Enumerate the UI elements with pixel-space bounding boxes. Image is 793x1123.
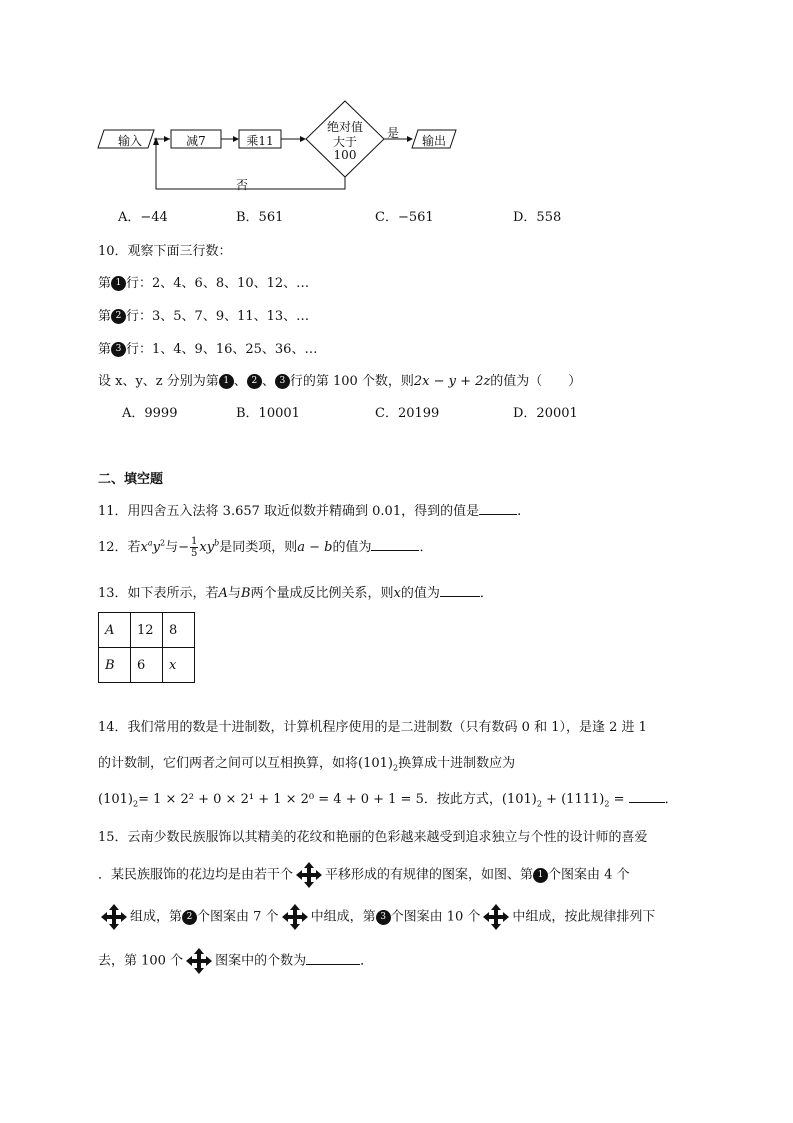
- section-title: 二、填空题: [98, 472, 164, 487]
- flow-decision-line3: 100: [333, 148, 357, 162]
- table-cell: A: [99, 613, 131, 648]
- flow-decision-line2: 大于: [332, 135, 357, 149]
- circled-number-1: 1: [111, 276, 126, 291]
- cross-arrow-icon: [293, 862, 325, 888]
- table-cell: 8: [163, 613, 195, 648]
- q10-row3: 第 3 行：1、4、9、16、25、36、…: [98, 342, 318, 357]
- flow-step1-label: 减7: [186, 134, 206, 148]
- q15-line1: 15．云南少数民族服饰以其精美的花纹和艳丽的色彩越来越受到追求独立与个性的设计师的喜爱: [98, 830, 648, 845]
- q14-line3: $(101)_2= 1 \times 2^2 + 0 \times 2^1 + 1 \times 2^0 = 4 + 0 + 1 = 5$．按此方式，$(101)_2 + (1111)_2$ = ．: [98, 792, 678, 809]
- q15-line2: ．某民族服饰的花边均是由若干个 平移形成的有规律的图案，如图、第 1 个图案由 4 个: [98, 862, 630, 888]
- q11-blank: [479, 502, 517, 515]
- q10-option-d: D．20001: [513, 406, 578, 421]
- cross-arrow-icon: [480, 904, 512, 930]
- q13-blank: [440, 584, 480, 597]
- flow-decision-line1: 绝对值: [326, 120, 363, 134]
- flowchart: [96, 96, 476, 196]
- q15-line4: 去，第 100 个 图案中的个数为 ．: [98, 948, 373, 974]
- q13: 13．如下表所示，若A与B两个量成反比例关系，则x的值为 ．: [98, 586, 493, 601]
- q10-expression: 2x − y + 2z: [413, 374, 491, 389]
- q12: 12．若$x^ay^2$与− $\frac{1}{5}$ $xy^b$是同类项，则a − b的值为 ．: [98, 536, 433, 559]
- q11: 11．用四舍五入法将 3.657 取近似数并精确到 0.01，得到的值是 .: [98, 504, 522, 519]
- q9-option-d: D．558: [513, 210, 562, 225]
- table-cell: B: [99, 648, 131, 683]
- q10-question: 设 x、y、z 分别为第 1 、 2 、 3 行的第 100 个数，则2x − y + 2z的值为（ ）: [98, 374, 582, 389]
- q15-line3: 组成，第 2 个图案由 7 个 中组成，第 3 个图案由 10 个 中组成，按此规律排列下: [98, 904, 655, 930]
- q13-table: [98, 612, 195, 683]
- q10-option-c: C．20199: [375, 406, 440, 421]
- flow-step2-label: 乘11: [246, 134, 274, 148]
- q9-option-c: C．−561: [375, 210, 434, 225]
- q14-blank: [629, 790, 665, 803]
- table-row: [99, 648, 195, 683]
- q9-option-a: A．−44: [118, 210, 168, 225]
- q10-row2: 第 2 行：3、5、7、9、11、13、…: [98, 309, 310, 324]
- cross-arrow-icon: [183, 948, 215, 974]
- flow-yes-label: 是: [386, 126, 399, 140]
- table-cell: 12: [131, 613, 163, 648]
- circled-number-2: 2: [111, 309, 126, 324]
- q10-option-b: B．10001: [236, 406, 300, 421]
- flow-no-label: 否: [235, 178, 248, 192]
- table-row: [99, 613, 195, 648]
- q10-option-a: A．9999: [122, 406, 178, 421]
- table-cell: 6: [131, 648, 163, 683]
- q12-blank: [371, 538, 419, 551]
- q9-option-b: B．561: [236, 210, 284, 225]
- cross-arrow-icon: [279, 904, 311, 930]
- q14-line2: 的计数制，它们两者之间可以互相换算，如将$(101)_2$换算成十进制数应为: [98, 756, 516, 773]
- q15-blank: [306, 952, 360, 965]
- q14-line1: 14．我们常用的数是十进制数，计算机程序使用的是二进制数（只有数码 0 和 1），是逢 2 进 1: [98, 720, 647, 735]
- q10-row1: 第 1 行：2、4、6、8、10、12、…: [98, 276, 310, 291]
- cross-arrow-icon: [98, 904, 130, 930]
- flow-input-label: 输入: [117, 134, 142, 148]
- flow-output-label: 输出: [421, 134, 446, 148]
- fraction: $\frac{1}{5}$: [191, 536, 198, 559]
- q10-stem: 10．观察下面三行数：: [98, 244, 232, 259]
- circled-number-3: 3: [111, 342, 126, 357]
- table-cell: x: [163, 648, 195, 683]
